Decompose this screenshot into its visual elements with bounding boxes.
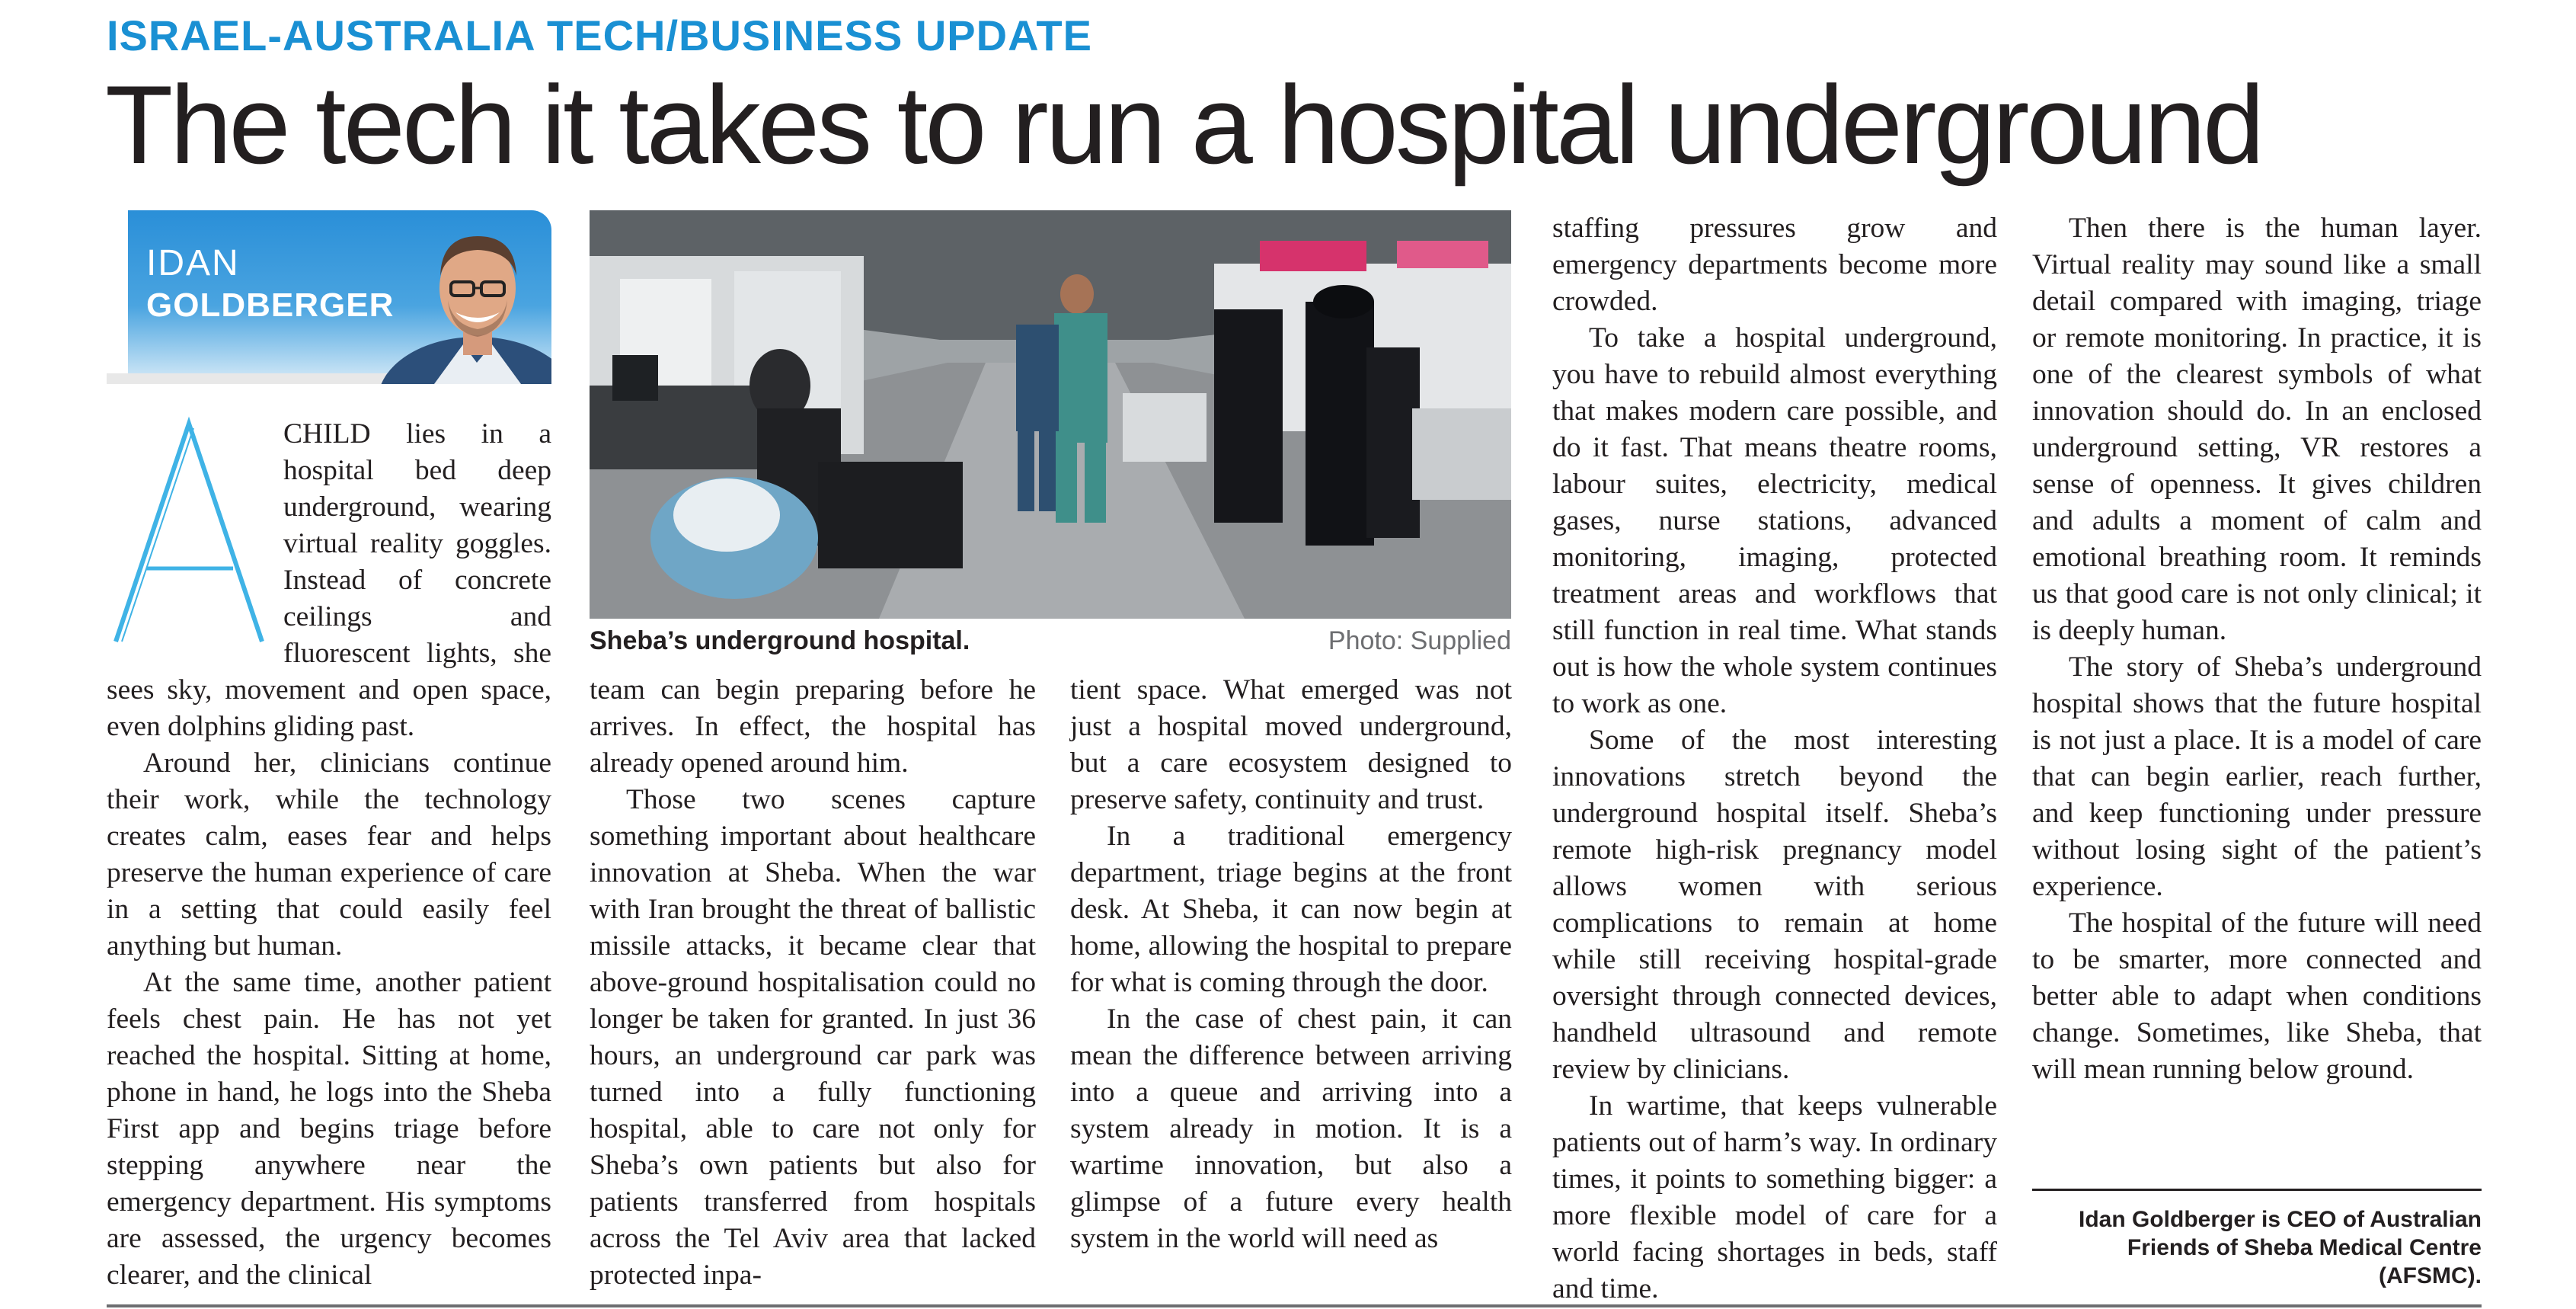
author-first-name: IDAN [146,243,240,283]
paragraph: Those two scenes capture something important about healthcare innovation at Sheba. When the war with Iran brought the threat of ballistic missile attacks, it became clear that above-ground hospitalisation could no longer be taken for granted. In just 36 hours, an underground car park was turned into a fully functioning hospital, able to care not only for Sheba’s own patients but also for patients transferred from hospitals across the Tel Aviv area that lacked protected inpa- [590,784,1036,1291]
paragraph: Some of the most interesting innovations stretch beyond the underground hospital itself. Sheba’s remote high-risk pregnancy model allows women with serious complications to remain at home while still receiving hospital-grade oversight through connected devices, handheld ultrasound and remote review by clinicians. [1552,725,1997,1085]
paragraph: Around her, clinicians continue their work, while the technology creates calm, eases fear and helps preserve the human experience of care in a setting that could easily feel anything but human. [107,747,551,962]
article-column-4 [1552,210,1997,1307]
photo-credit: Photo: Supplied [1328,626,1511,655]
author-last-name: GOLDBERGER [146,286,395,324]
paragraph: CHILD lies in a hospital bed deep underground, wearing virtual reality goggles. Instead of concrete ceilings and fluorescent lights, she sees sky, movement and open space, even dolphins gliding past. [107,418,551,742]
caption-text: Sheba’s underground hospital. [590,626,970,655]
article-headline: The tech it takes to run a hospital underground [105,62,2262,187]
bottom-divider [107,1304,2482,1307]
article-column-1 [107,416,551,1294]
paragraph: tient space. What emerged was not just a hospital moved underground, but a care ecosystem designed to preserve safety, continuity and trust. [1070,674,1512,815]
section-kicker: ISRAEL-AUSTRALIA TECH/BUSINESS UPDATE [107,11,1092,59]
paragraph: The hospital of the future will need to be smarter, more connected and better able to adapt when conditions change. Sometimes, like Sheba, that will mean running below ground. [2032,907,2482,1085]
author-headshot [381,210,551,384]
hospital-photo [590,210,1511,619]
bio-divider [2032,1189,2482,1191]
paragraph: In wartime, that keeps vulnerable patients out of harm’s way. In ordinary times, it points to something bigger: a more flexible model of care for a world facing shortages in beds, staff and time. [1552,1090,1997,1304]
author-box [107,210,551,384]
paragraph: In a traditional emergency department, triage begins at the front desk. At Sheba, it can now begin at home, allowing the hospital to prepare for what is coming through the door. [1070,821,1512,998]
author-bio: Idan Goldberger is CEO of Australian Friends of Sheba Medical Centre (AFSMC). [2079,1207,2482,1288]
paragraph: In the case of chest pain, it can mean the difference between arriving into a queue and arriving into a system already in motion. It is a wartime innovation, but also a glimpse of a future every health system in the world will need as [1070,1003,1512,1254]
paragraph: At the same time, another patient feels chest pain. He has not yet reached the hospital. Sitting at home, phone in hand, he logs into the Sheba First app and begins triage before stepping anywhere near the emergency department. His symptoms are assessed, the urgency becomes clearer, and the clinical [107,967,551,1291]
author-box-strip [107,210,128,384]
dropcap-space [107,422,273,642]
photo-caption [590,626,1511,660]
paragraph: staffing pressures grow and emergency departments become more crowded. [1552,213,1997,317]
article-column-2 [590,672,1036,1294]
article-column-3 [1070,672,1512,1257]
paragraph: Then there is the human layer. Virtual reality may sound like a small detail compared with imaging, triage or remote monitoring. In practice, it is one of the clearest symbols of what innovation should do. In an enclosed underground setting, VR restores a sense of openness. It gives children and adults a moment of calm and emotional breathing room. It reminds us that good care is not only clinical; it is deeply human. [2032,213,2482,646]
paragraph: The story of Sheba’s underground hospital shows that the future hospital is not just a place. It is a model of care that can begin earlier, reach further, and keep functioning under pressure without losing sight of the patient’s experience. [2032,651,2482,902]
paragraph: team can begin preparing before he arrives. In effect, the hospital has already opened around him. [590,674,1036,779]
paragraph: To take a hospital underground, you have to rebuild almost everything that makes modern care possible, and do it fast. That means theatre rooms, labour suites, electricity, medical gases, nurse stations, advanced monitoring, imaging, protected treatment areas and workflows that still function in real time. What stands out is how the whole system continues to work as one. [1552,322,1997,719]
article-column-5 [2032,210,2482,1088]
dropcap-text: A [105,416,106,417]
